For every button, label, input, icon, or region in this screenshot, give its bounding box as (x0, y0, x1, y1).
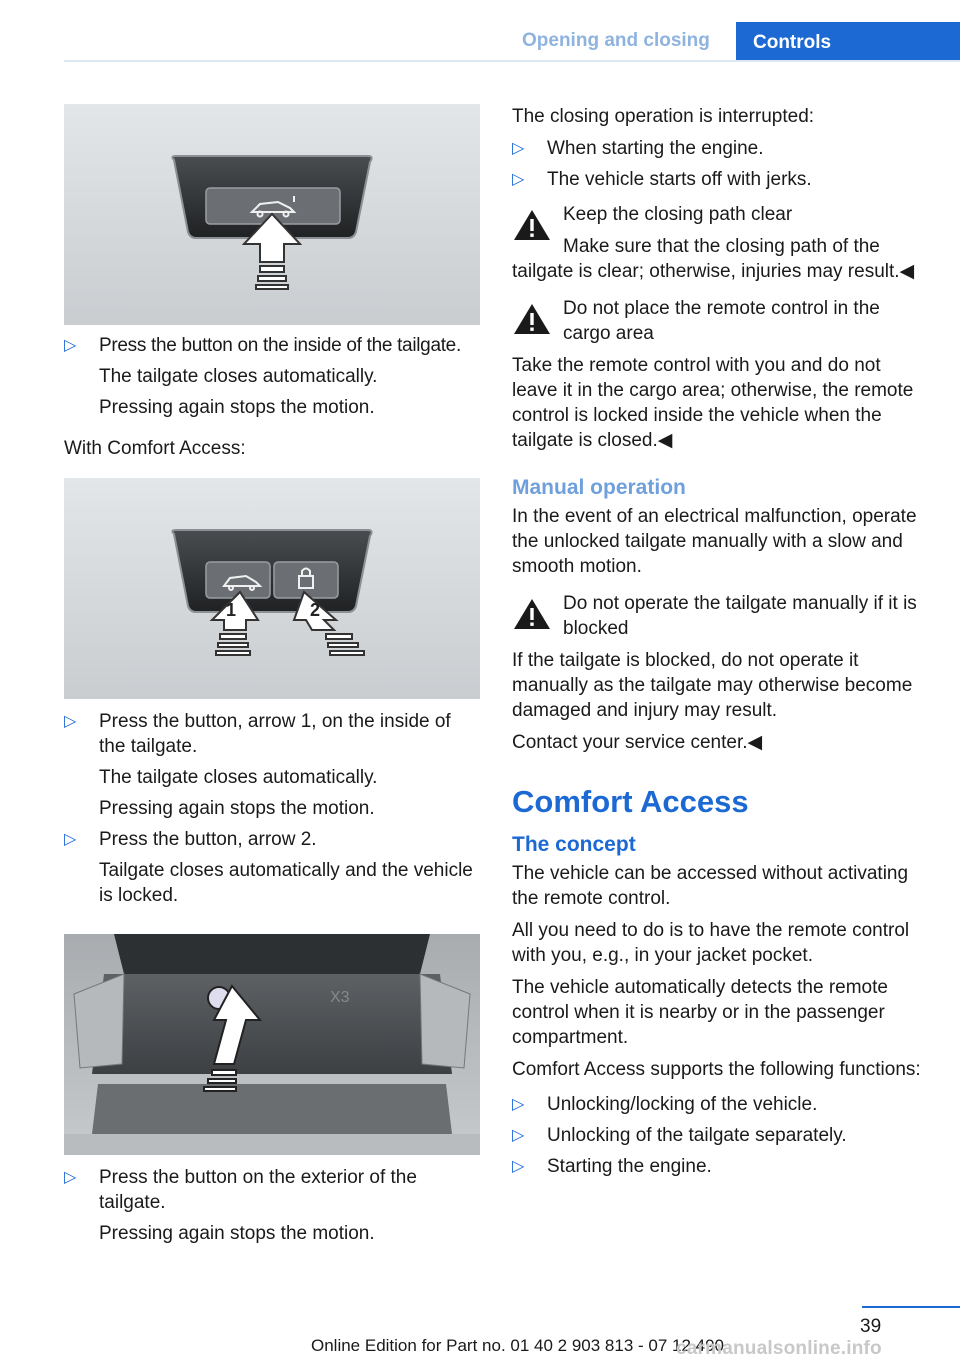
vehicle-rear-tailgate-illustration (64, 934, 480, 1155)
warning-contact: Contact your service center.◀ (512, 732, 763, 753)
warning-icon (512, 596, 552, 632)
list-item (64, 827, 482, 852)
list-item-sub: The tailgate closes automatically. (99, 767, 378, 788)
manual-operation-text: In the event of an electrical malfunction, operate the unlocked tailgate manually with a slow and smooth motion. (512, 506, 917, 577)
list-item (512, 167, 930, 192)
concept-paragraph: Comfort Access supports the following functions: (512, 1059, 921, 1080)
header-rule (64, 60, 960, 62)
page-number: 39 (860, 1316, 882, 1337)
warning-icon (512, 301, 552, 337)
triangle-bullet-icon: ▷ (512, 1158, 525, 1175)
triangle-bullet-icon: ▷ (64, 831, 77, 848)
two-button-panel-illustration (64, 478, 480, 699)
warning-block (512, 296, 930, 346)
concept-paragraph: All you need to do is to have the remote control with you, e.g., in your jacket pocket. (512, 920, 910, 966)
right-column (512, 104, 930, 1185)
list-item-sub: Pressing again stops the motion. (99, 798, 375, 819)
list-item (64, 1165, 482, 1215)
warning-body: Take the remote control with you and do not leave it in the cargo area; otherwise, the remote control is locked inside the vehicle when the tailgate is closed.◀ (512, 355, 914, 451)
triangle-bullet-icon: ▷ (512, 140, 525, 157)
concept-paragraph: The vehicle can be accessed without activating the remote control. (512, 863, 909, 909)
watermark: carmanualsonline.info (676, 1338, 882, 1359)
tailgate-button-illustration (64, 104, 480, 325)
list-item (64, 709, 482, 759)
triangle-bullet-icon: ▷ (512, 171, 525, 188)
interrupted-intro: The closing operation is interrupted: (512, 106, 815, 127)
section-heading-manual-operation: Manual operation (512, 476, 686, 499)
list-item (512, 1154, 930, 1179)
warning-icon (512, 207, 552, 243)
section-heading-comfort-access: Comfort Access (512, 784, 749, 819)
list-item-sub: Pressing again stops the motion. (99, 1223, 375, 1244)
list-item-sub: Tailgate closes automatically and the vehicle is locked. (99, 860, 473, 906)
list-item-text: Unlocking of the tailgate separately. (547, 1125, 847, 1146)
header-section-title: Opening and closing (522, 30, 710, 51)
list-item-text: When starting the engine. (547, 138, 764, 159)
warning-body: Make sure that the closing path of the tailgate is clear; otherwise, injuries may result.◀ (512, 236, 915, 282)
figure-two-buttons (64, 478, 480, 699)
list-item (512, 1092, 930, 1117)
vehicle-badge: X3 (330, 989, 350, 1006)
page-header (0, 0, 960, 62)
triangle-bullet-icon: ▷ (64, 1169, 77, 1186)
warning-block (512, 202, 930, 227)
warning-title: Do not place the remote control in the cargo area (563, 298, 880, 344)
warning-title: Keep the closing path clear (563, 204, 793, 225)
arrow-label-2: 2 (310, 600, 321, 620)
edition-line: Online Edition for Part no. 01 40 2 903 813 - 07 12 490 (311, 1336, 725, 1355)
list-item-text: Unlocking/locking of the vehicle. (547, 1094, 818, 1115)
figure-tailgate-button (64, 104, 480, 325)
footer-rule (862, 1306, 960, 1308)
concept-paragraph: The vehicle automatically detects the remote control when it is nearby or in the passenger compartment. (512, 977, 888, 1048)
triangle-bullet-icon: ▷ (512, 1096, 525, 1113)
triangle-bullet-icon: ▷ (512, 1127, 525, 1144)
figure-vehicle-rear (64, 934, 480, 1155)
warning-text-with-indent (512, 234, 930, 284)
triangle-bullet-icon: ▷ (64, 713, 77, 730)
list-item-text: Press the button on the exterior of the tailgate. (99, 1167, 417, 1213)
list-item-sub: The tailgate closes automatically. (99, 366, 378, 387)
list-item-text: The vehicle starts off with jerks. (547, 169, 812, 190)
warning-title: Do not operate the tailgate manually if it is blocked (563, 593, 917, 639)
list-item-text: Starting the engine. (547, 1156, 712, 1177)
list-item-text: Press the button, arrow 1, on the inside of the tailgate. (99, 711, 451, 757)
list-item (512, 1123, 930, 1148)
subheading-the-concept: The concept (512, 833, 636, 856)
list-item-text: Press the button on the inside of the tailgate. (99, 335, 461, 356)
comfort-access-intro: With Comfort Access: (64, 438, 246, 459)
list-item (64, 333, 482, 358)
list-item-text: Press the button, arrow 2. (99, 829, 317, 850)
arrow-label-1: 1 (226, 600, 237, 620)
warning-block (512, 591, 930, 641)
list-item (512, 136, 930, 161)
list-item-sub: Pressing again stops the motion. (99, 397, 375, 418)
triangle-bullet-icon: ▷ (64, 337, 77, 354)
left-column (64, 104, 482, 1252)
header-chapter-tab: Controls (736, 22, 960, 62)
warning-body: If the tailgate is blocked, do not operate it manually as the tailgate may otherwise become damaged and injury may result. (512, 650, 913, 721)
